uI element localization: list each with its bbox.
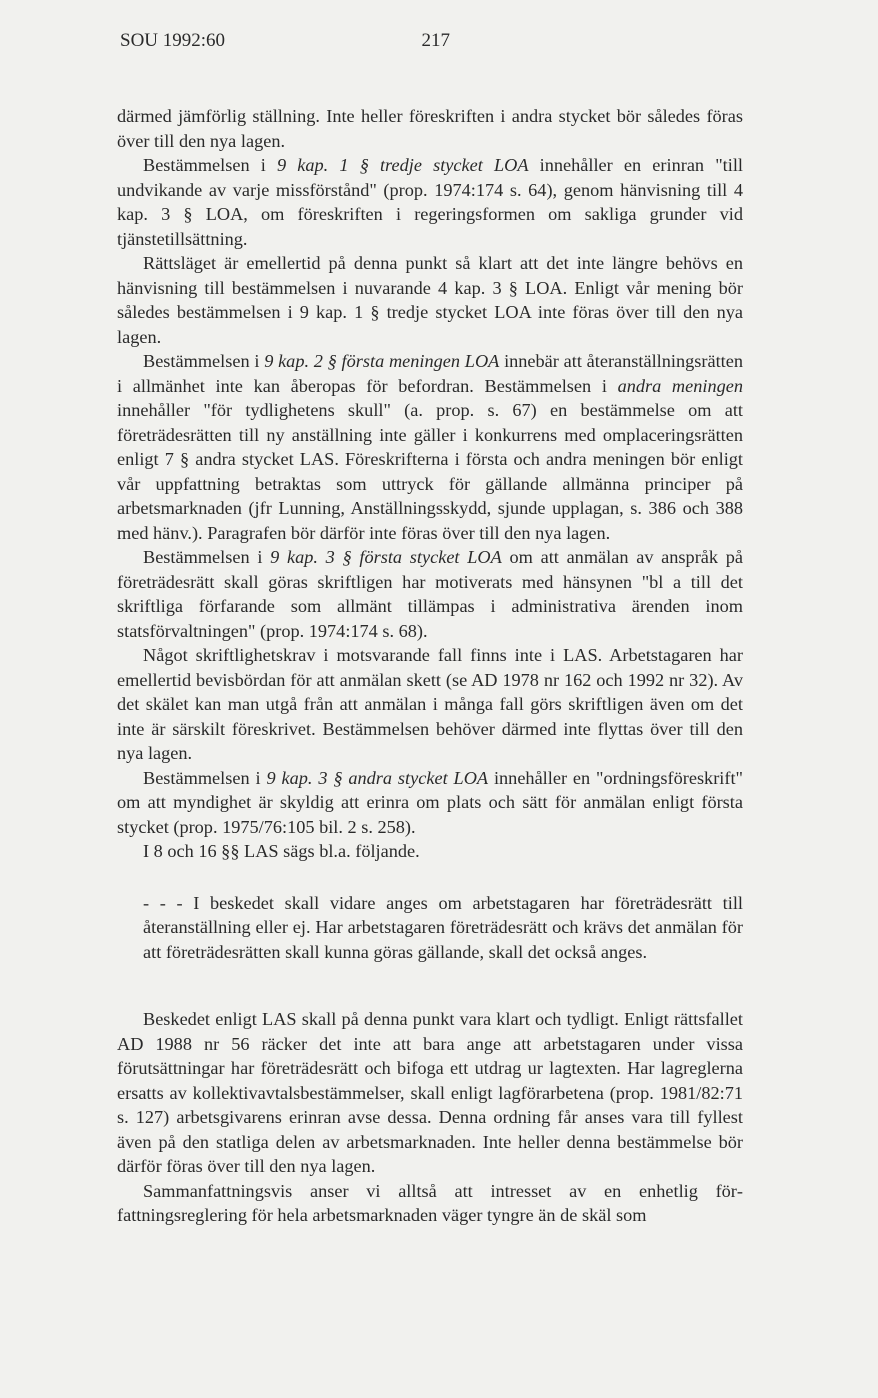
text-run: därmed jämförlig ställning. Inte heller föreskriften i andra stycket bör således föras över till den nya lagen. — [117, 106, 743, 151]
document-reference: SOU 1992:60 — [120, 30, 226, 51]
paragraph — [117, 643, 743, 766]
paragraph — [117, 1007, 743, 1179]
paragraph — [117, 1179, 743, 1228]
body-text — [117, 104, 743, 1228]
paragraph — [117, 153, 743, 251]
page-header — [120, 30, 450, 52]
paragraphs-after-quote — [117, 1007, 743, 1228]
text-run: Bestämmelsen i — [143, 155, 277, 175]
text-run: Bestämmelsen i — [143, 547, 271, 567]
text-run: Beskedet enligt LAS skall på denna punkt vara klart och tydligt. Enligt rättsfallet AD 1988 nr 56 räcker det inte att bara ange att arbetstagaren under vissa förutsättningar har företrädesrätt och bifoga ett utdrag ur lagtexten. Har lagreglerna ersatts av kollektivavtalsbestämmelser, skall enligt lagförarbetena (prop. 1981/82:71 s. 127) arbetsgivarens erinran avse dessa. Denna ordning får anses vara till fyllest även på den statliga delen av arbetsmarknaden. Inte heller denna bestämmelse bör därför föras över till den nya lagen. — [117, 1009, 743, 1176]
statute-reference: 9 kap. 3 § första stycket LOA — [270, 547, 502, 567]
paragraph — [117, 251, 743, 349]
paragraph — [117, 545, 743, 643]
text-run: innehåller en erinran "till undvikande av varje missförstånd" (prop. 1974:174 s. 64), genom hänvisning till 4 kap. 3 § LOA, om föreskriften i regeringsformen om sakliga grunder vid tjänstetillsättning. — [117, 155, 743, 249]
text-run: innehåller "för tydlighetens skull" (a. prop. s. 67) en bestämmelse om att företrädesrätten till ny anställning inte gäller i konkurrens med omplaceringsrätten enligt 7 § andra stycket LAS. Föreskrifterna i första och andra meningen bör enligt vår uppfattning betraktas som uttryck för gällande allmänna principer på arbetsmarknaden (jfr Lunning, Anställningsskydd, sjunde upplagan, s. 386 och 388 med hänv.). Paragrafen bör därför inte föras över till den nya lagen. — [117, 400, 743, 543]
text-run: Sammanfattningsvis anser vi alltså att intresset av en enhetlig författningsreglering för hela arbetsmarknaden väger tyngre än de skäl som — [117, 1180, 743, 1225]
paragraph — [117, 766, 743, 840]
text-run: Något skriftlighetskrav i motsvarande fall finns inte i LAS. Arbetstagaren har emellertid bevisbördan för att anmälan skett (se AD 1978 nr 162 och 1992 nr 32). Av det skälet kan man utgå från att anmälan i många fall görs skriftligen även om det inte är särskilt föreskrivet. Bestämmelsen behöver därmed inte flyttas över till den nya lagen. — [117, 645, 743, 763]
statute-reference: 9 kap. 1 § tredje stycket LOA — [277, 155, 529, 175]
text-run: om att anmälan av anspråk på företrädesrätt skall göras skriftligen har motiverats med hänsynen "bl a till det skriftliga förfarande som allmänt tillämpas i administrativa ärenden inom statsförvaltningen" (prop. 1974:174 s. 68). — [117, 547, 744, 641]
paragraphs-before-quote — [117, 104, 743, 864]
statute-reference: 9 kap. 2 § första meningen LOA — [264, 351, 500, 371]
text-run: Rättsläget är emellertid på denna punkt så klart att det inte längre behövs en hänvisning till bestämmelsen i nuvarande 4 kap. 3 § LOA. Enligt vår mening bör således bestämmelsen i 9 kap. 1 § tredje stycket LOA inte föras över till den nya lagen. — [117, 253, 743, 347]
paragraph — [117, 839, 743, 864]
paragraph — [117, 104, 743, 153]
block-quote: - - - I beskedet skall vidare anges om arbetstagaren har företrädesrätt till återanställning eller ej. Har arbetstagaren företrädesrätt och krävs det anmälan för att företrädesrätten skall kunna göras gällande, skall det också anges. — [143, 892, 743, 962]
statute-reference: andra meningen — [617, 375, 743, 396]
paragraph — [117, 349, 743, 545]
text-run: innehåller en "ordningsföreskrift" om att myndighet är skyldig att erinra om plats och sätt för anmälan enligt första stycket (prop. 1975/76:105 bil. 2 s. 258). — [117, 767, 743, 837]
statute-reference: 9 kap. 3 § andra stycket LOA — [266, 767, 489, 788]
text-run: Bestämmelsen i — [143, 351, 265, 371]
text-run: Bestämmelsen i — [143, 767, 267, 788]
page-number: 217 — [421, 30, 450, 51]
spacer — [117, 964, 743, 1007]
text-run: I 8 och 16 §§ LAS sägs bl.a. följande. — [143, 841, 420, 861]
text-run: innebär att återanställningsrätten i allmänhet inte kan åberopas för befordran. Bestämmelsen i — [117, 351, 743, 396]
